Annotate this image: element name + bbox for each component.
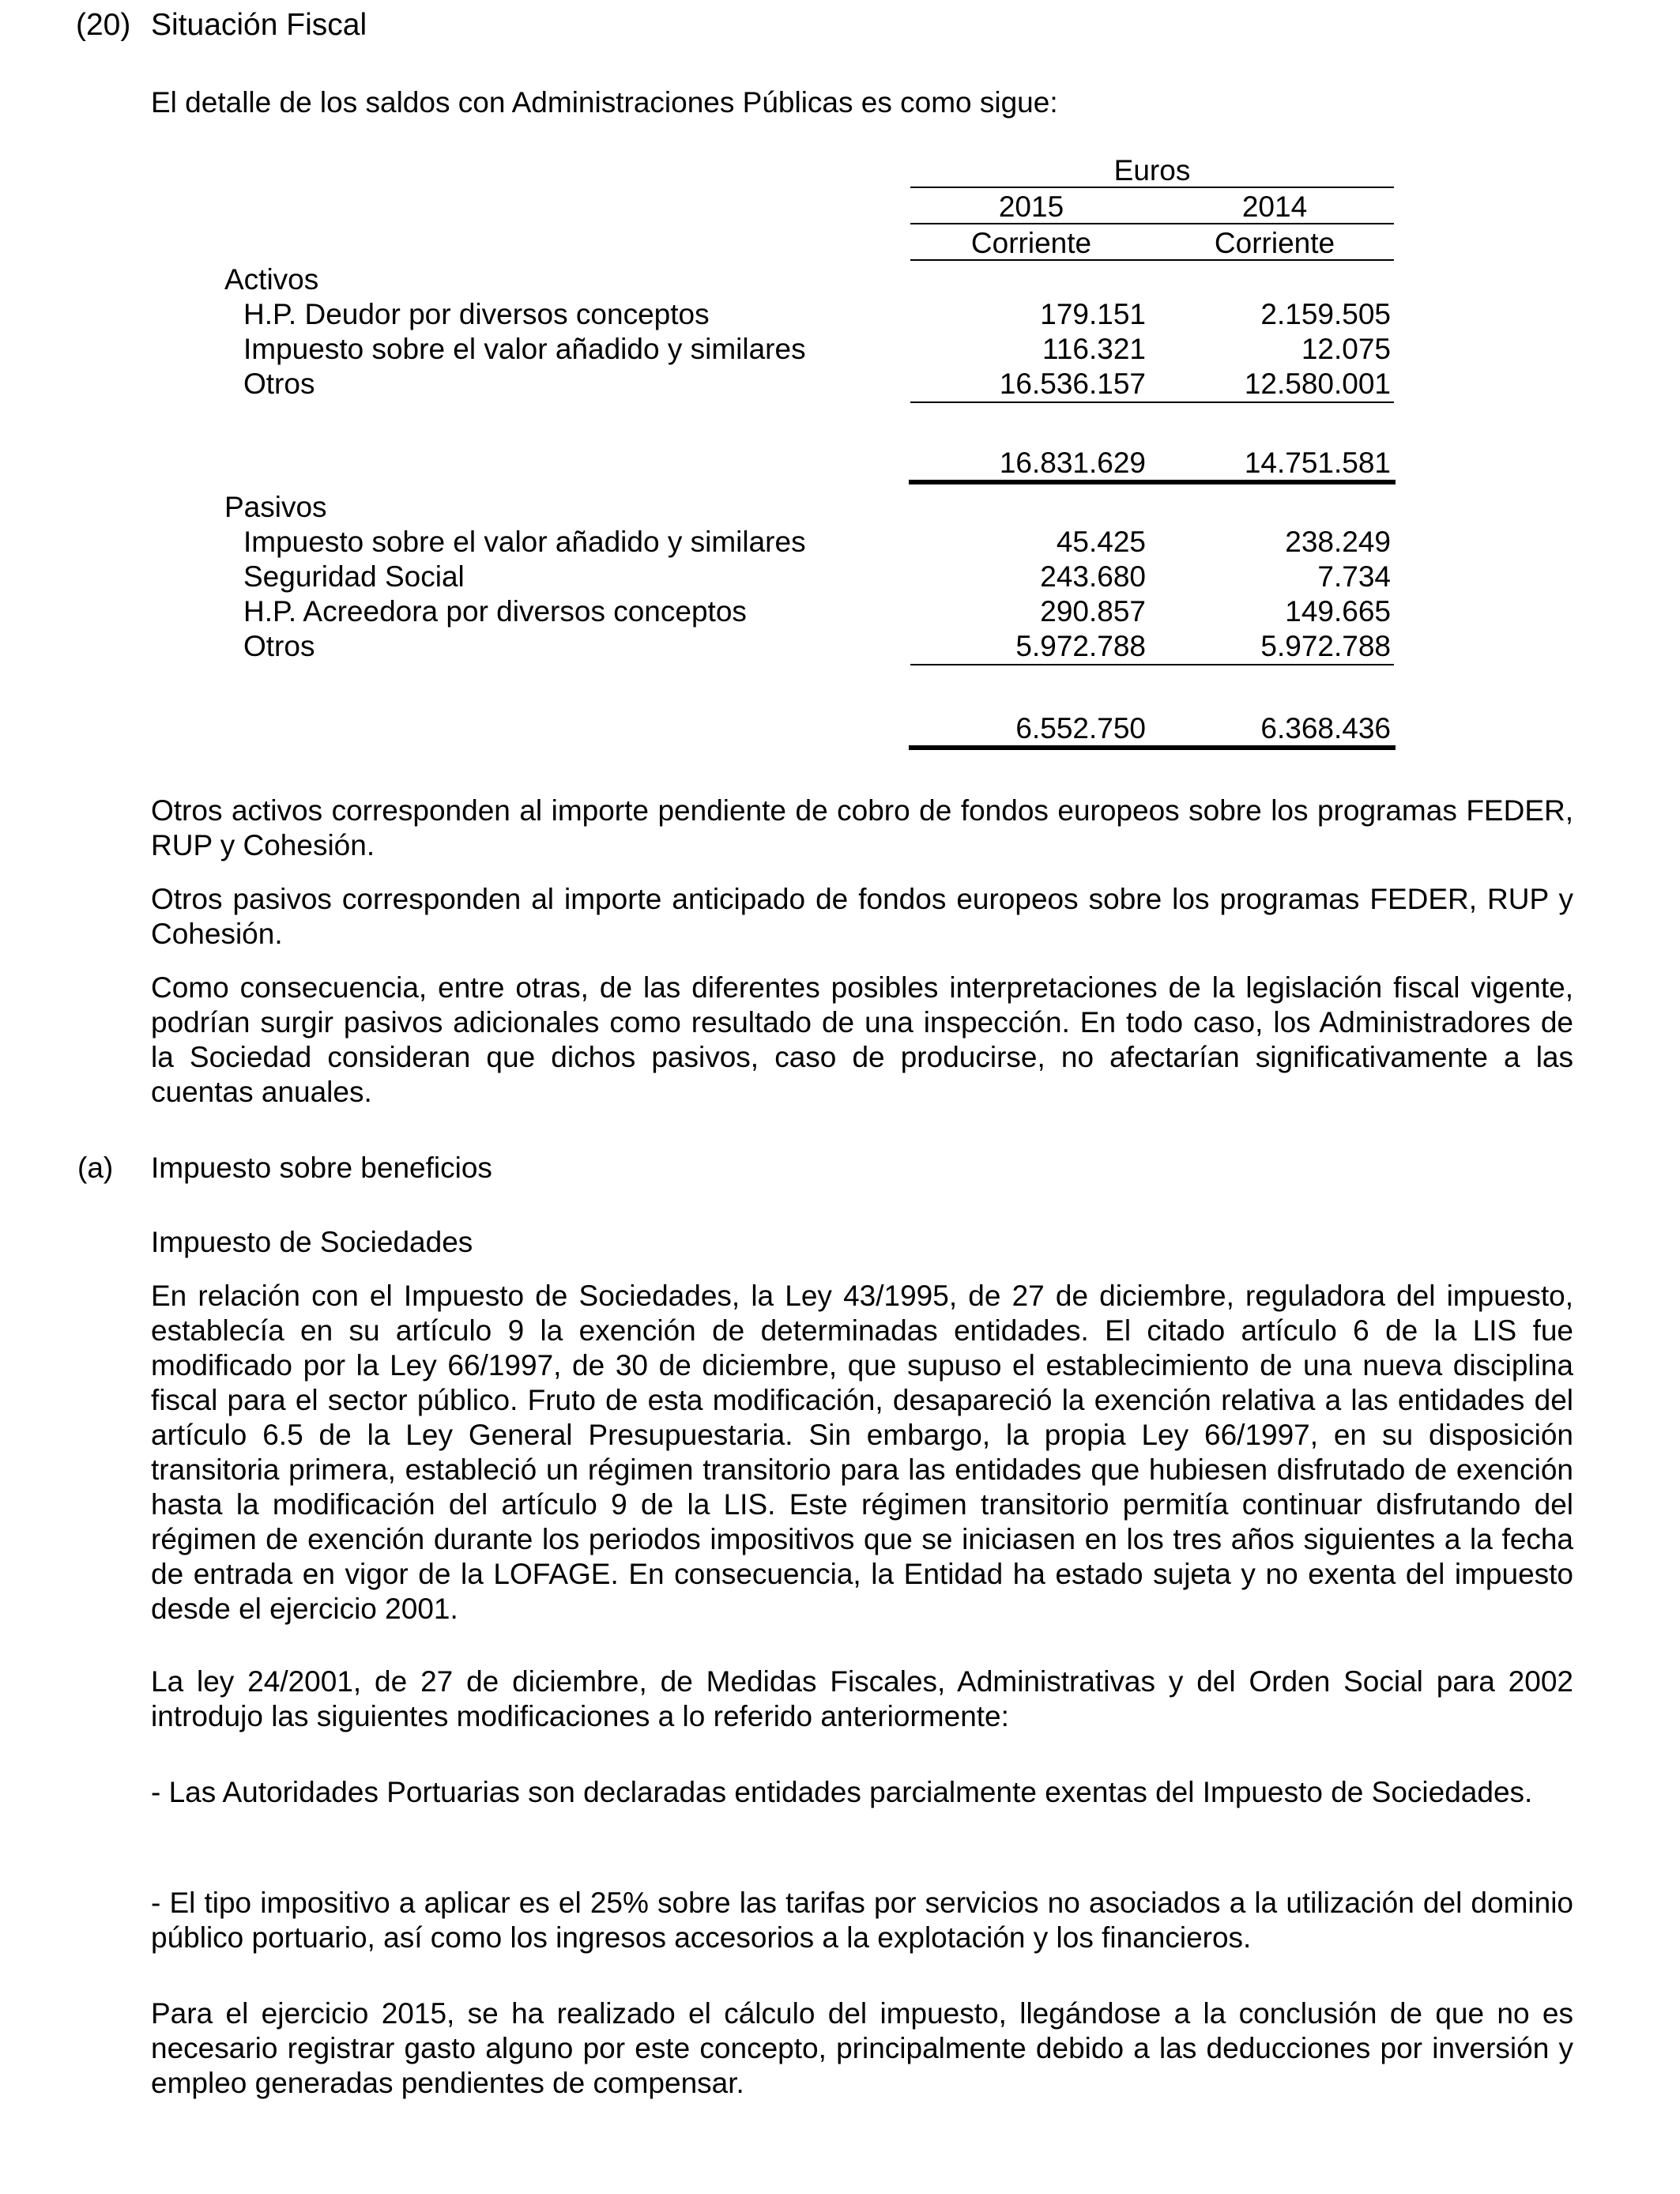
table-cell-2014: 7.734 [1317, 560, 1391, 593]
header-rule [910, 223, 1394, 224]
table-row-label: H.P. Deudor por diversos conceptos [243, 298, 710, 330]
table-cell-2015: 45.425 [1056, 526, 1146, 558]
body-paragraph: En relación con el Impuesto de Sociedades, la Ley 43/1995, de 27 de diciembre, reguladora del impuesto, establecía en su artículo 9 la exención de determinadas entidades. El citado artículo 6 de la LIS fue modificado por la Ley 66/1997, de 30 de diciembre, que supuso el establecimiento de una nueva disciplina fiscal para el sector público. Fruto de esta modificación, desapareció la exención relativa a las entidades del artículo 6.5 de la Ley General Presupuestaria. Sin embargo, la propia Ley 66/1997, en su disposición transitoria primera, estableció un régimen transitorio para las entidades que hubiesen disfrutado de exención hasta la modificación del artículo 9 de la LIS. Este régimen transitorio permitía continuar disfrutando del régimen de exención durante los periodos impositivos que se iniciasen en los tres años siguientes a la fecha de entrada en vigor de la LOFAGE. En consecuencia, la Entidad ha estado sujeta y no exenta del impuesto desde el ejercicio 2001. [151, 1280, 1573, 1625]
note-paragraph: Como consecuencia, entre otras, de las diferentes posibles interpretaciones de la legislación fiscal vigente, podrían surgir pasivos adicionales como resultado de una inspección. En todo caso, los Administradores de la Sociedad consideran que dichos pasivos, caso de producirse, no afectarían significativamente a las cuentas anuales. [151, 971, 1573, 1108]
section-title: Situación Fiscal [151, 8, 367, 42]
table-cell-2015: 179.151 [1040, 298, 1146, 330]
subsection-heading: Impuesto de Sociedades [151, 1226, 473, 1258]
table-row-label: Impuesto sobre el valor añadido y similares [243, 333, 806, 365]
table-row-label: Otros [243, 368, 315, 400]
table-cell-2015: 290.857 [1040, 595, 1146, 628]
table-cell-2015: 5.972.788 [1015, 630, 1146, 662]
table-cell-2014: 12.580.001 [1244, 368, 1391, 400]
table-cell-2014: 12.075 [1301, 333, 1391, 365]
note-paragraph: Otros pasivos corresponden al importe anticipado de fondos europeos sobre los programas FEDER, RUP y Cohesión. [151, 883, 1573, 950]
total-rule [909, 745, 1396, 750]
table-row-label: H.P. Acreedora por diversos conceptos [243, 595, 747, 628]
subheader-2014: Corriente [1214, 227, 1335, 259]
table-cell-2014: 5.972.788 [1260, 630, 1391, 662]
table-row-label: Seguridad Social [243, 560, 465, 593]
body-paragraph: La ley 24/2001, de 27 de diciembre, de Medidas Fiscales, Administrativas y del Orden Social para 2002 introdujo las siguientes modificaciones a lo referido anteriormente: [151, 1665, 1573, 1732]
note-paragraph: Otros activos corresponden al importe pendiente de cobro de fondos europeos sobre los programas FEDER, RUP y Cohesión. [151, 794, 1573, 861]
table-row-label: Otros [243, 630, 315, 662]
subtotal-rule [910, 664, 1394, 665]
year-header-2015: 2015 [998, 190, 1064, 223]
table-cell-2014: 149.665 [1285, 595, 1391, 628]
subtotal-rule [910, 401, 1394, 403]
subheader-2015: Corriente [970, 227, 1092, 259]
table-cell-2015: 243.680 [1040, 560, 1146, 593]
body-paragraph: - Las Autoridades Portuarias son declaradas entidades parcialmente exentas del Impuesto de Sociedades. [151, 1776, 1533, 1808]
intro-text: El detalle de los saldos con Administraciones Públicas es como sigue: [151, 86, 1058, 119]
section-number: (20) [76, 8, 131, 42]
pasivos-label: Pasivos [224, 491, 327, 523]
currency-header: Euros [1113, 154, 1191, 187]
body-paragraph: - El tipo impositivo a aplicar es el 25% sobre las tarifas por servicios no asociados a la utilización del dominio público portuario, así como los ingresos accesorios a la explotación y los financieros. [151, 1887, 1573, 1954]
activos-label: Activos [224, 263, 319, 296]
table-cell-2014: 2.159.505 [1260, 298, 1391, 330]
table-row-label: Impuesto sobre el valor añadido y similares [243, 526, 806, 558]
table-cell-2015: 16.536.157 [999, 368, 1146, 400]
table-cell-2014: 238.249 [1285, 526, 1391, 558]
pasivos-total-2015: 6.552.750 [1015, 712, 1146, 745]
year-header-2014: 2014 [1241, 190, 1308, 223]
table-cell-2015: 116.321 [1042, 333, 1146, 365]
activos-total-2015: 16.831.629 [999, 447, 1146, 479]
header-rule [910, 259, 1394, 261]
pasivos-total-2014: 6.368.436 [1260, 712, 1391, 745]
body-paragraph: Para el ejercicio 2015, se ha realizado el cálculo del impuesto, llegándose a la conclusión de que no es necesario registrar gasto alguno por este concepto, principalmente debido a las deducciones por inversión y empleo generadas pendientes de compensar. [151, 1997, 1573, 2099]
activos-total-2014: 14.751.581 [1244, 447, 1391, 479]
subsection-letter: (a) [77, 1152, 114, 1184]
subsection-title: Impuesto sobre beneficios [151, 1152, 492, 1184]
header-rule [910, 187, 1394, 188]
total-rule [909, 480, 1396, 484]
